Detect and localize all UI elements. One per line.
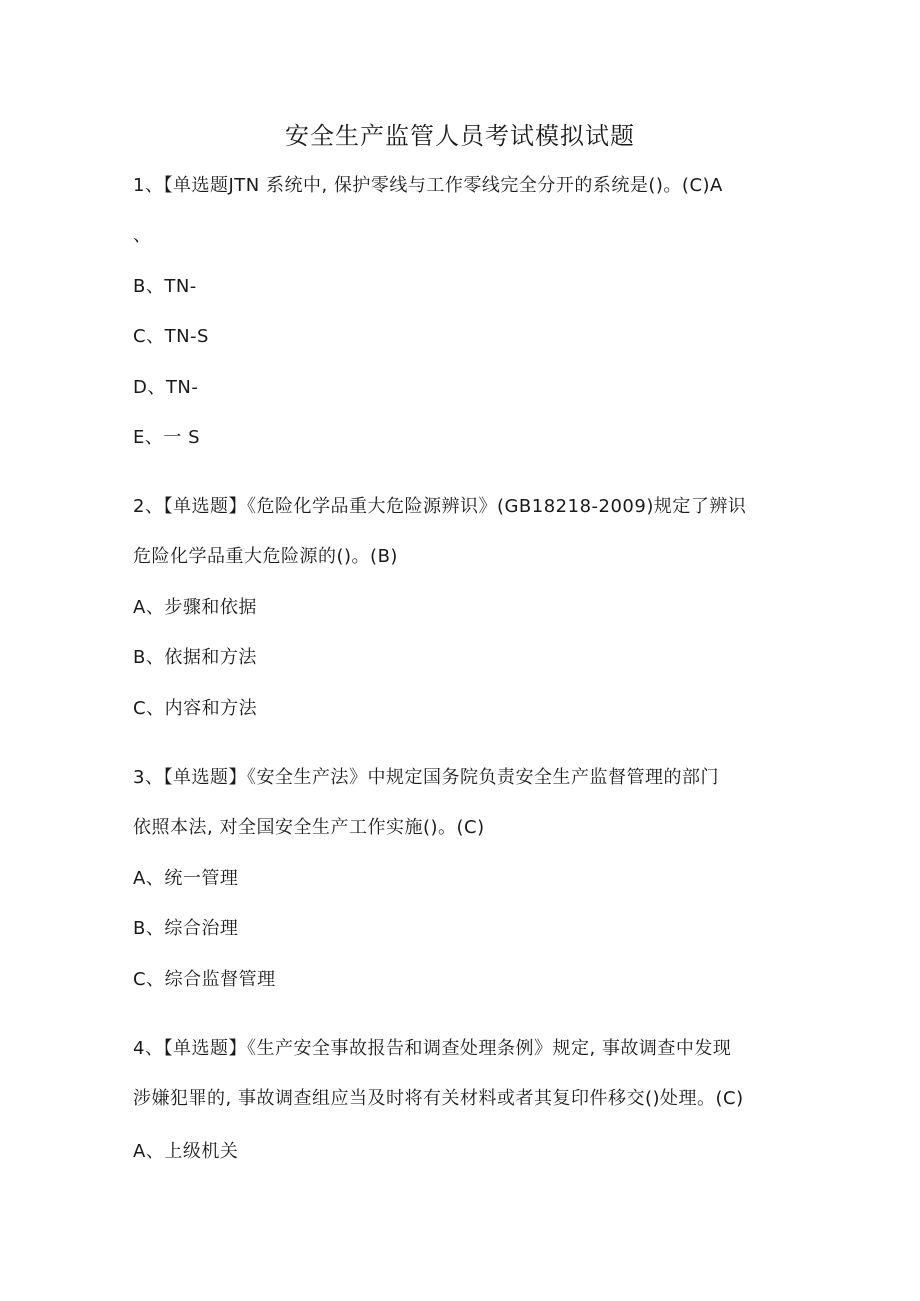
question-4-stem: 4、【单选题】《生产安全事故报告和调查处理条例》规定, 事故调查中发现 — [133, 1038, 732, 1059]
question-1-stem: 1、【单选题JTN 系统中, 保护零线与工作零线完全分开的系统是()。(C)A — [133, 175, 723, 196]
question-2-option-a: A、步骤和依据 — [133, 597, 257, 618]
question-1-option-e: E、一 S — [133, 427, 201, 448]
question-2-option-b: B、依据和方法 — [133, 647, 257, 668]
question-1-option-d: D、TN- — [133, 377, 199, 398]
question-1-option-b: B、TN- — [133, 276, 197, 297]
question-3-stem-continued: 依照本法, 对全国安全生产工作实施()。(C) — [133, 817, 485, 838]
question-2-stem-continued: 危险化学品重大危险源的()。(B) — [133, 546, 398, 567]
document-title: 安全生产监管人员考试模拟试题 — [285, 122, 635, 150]
question-2-option-c: C、内容和方法 — [133, 698, 258, 719]
question-3-option-c: C、综合监督管理 — [133, 969, 276, 990]
question-2-stem: 2、【单选题】《危险化学品重大危险源辨识》(GB18218-2009)规定了辨识 — [133, 496, 747, 517]
question-1-option-c: C、TN-S — [133, 326, 209, 347]
question-3-option-a: A、统一管理 — [133, 868, 239, 889]
question-4-option-a: A、上级机关 — [133, 1141, 239, 1162]
question-3-option-b: B、综合治理 — [133, 918, 239, 939]
question-1-stem-continued: 、 — [133, 225, 152, 246]
question-3-stem: 3、【单选题】《安全生产法》中规定国务院负责安全生产监督管理的部门 — [133, 767, 719, 788]
question-4-stem-continued: 涉嫌犯罪的, 事故调查组应当及时将有关材料或者其复印件移交()处理。(C) — [133, 1088, 744, 1109]
